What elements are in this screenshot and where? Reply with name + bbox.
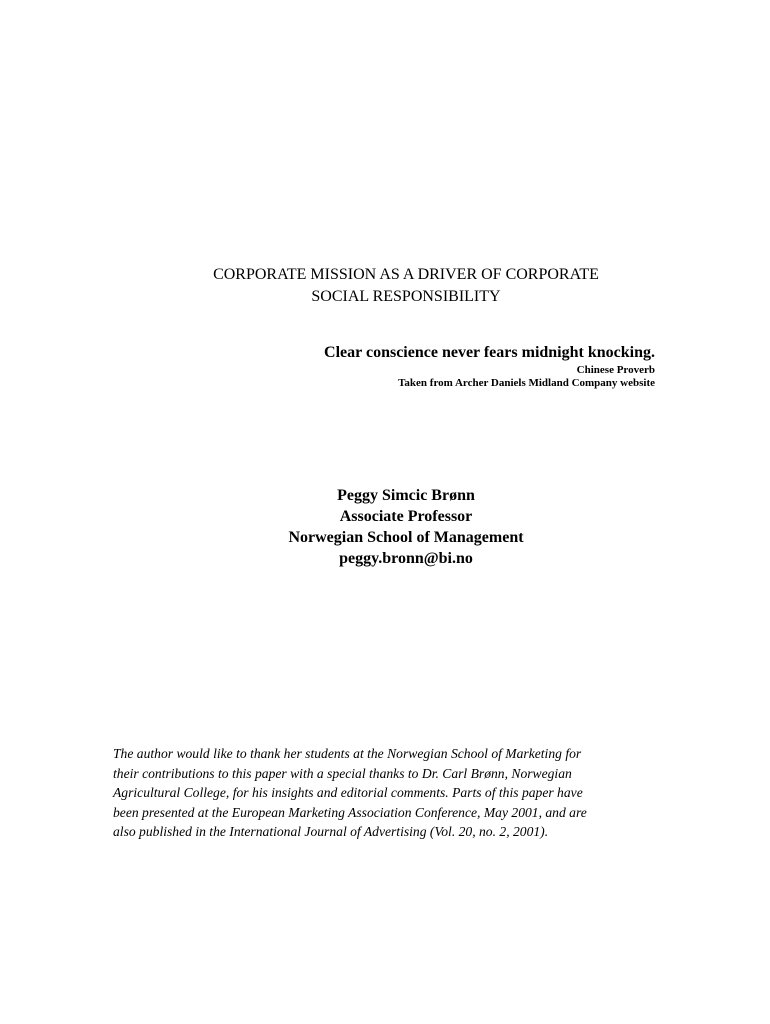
acknowledgement-line: also published in the International Journal of Advertising (Vol. 20, no. 2, 2001). xyxy=(113,824,549,839)
author-email: peggy.bronn@bi.no xyxy=(339,550,473,567)
acknowledgement-line: been presented at the European Marketing Association Conference, May 2001, and are xyxy=(113,804,587,820)
acknowledgement-line: Agricultural College, for his insights and editorial comments. Parts of this paper have xyxy=(113,785,583,800)
author-name: Peggy Simcic Brønn xyxy=(337,487,475,504)
epigraph-source: Taken from Archer Daniels Midland Company website xyxy=(398,377,655,389)
paper-title xyxy=(0,264,770,308)
author-block xyxy=(0,485,770,569)
acknowledgement-line: their contributions to this paper with a special thanks to Dr. Carl Brønn, Norwegian xyxy=(113,765,572,781)
paper-title-line-2: SOCIAL RESPONSIBILITY xyxy=(311,288,501,305)
author-institution: Norwegian School of Management xyxy=(288,529,524,546)
acknowledgement-paragraph xyxy=(113,744,673,842)
epigraph xyxy=(324,342,655,390)
epigraph-quote: Clear conscience never fears midnight knocking. xyxy=(324,344,655,361)
acknowledgement-line: The author would like to thank her students at the Norwegian School of Marketing for xyxy=(113,746,582,761)
paper-title-line-1: CORPORATE MISSION AS A DRIVER OF CORPORATE xyxy=(213,266,599,283)
epigraph-attribution: Chinese Proverb xyxy=(576,364,655,376)
author-position: Associate Professor xyxy=(339,508,473,525)
